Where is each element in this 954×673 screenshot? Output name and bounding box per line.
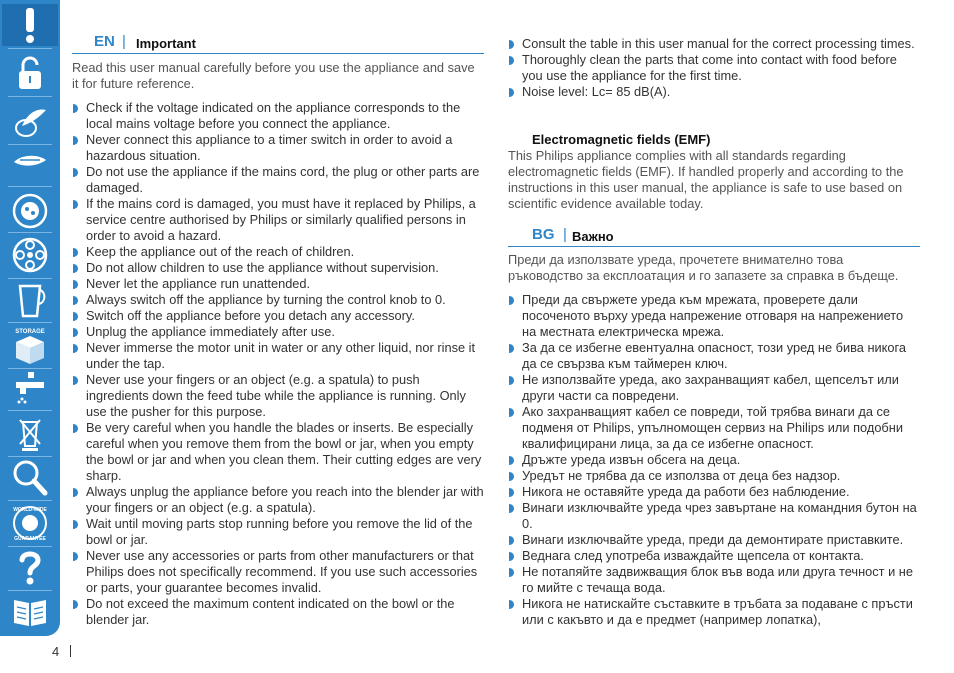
list-item: Always unplug the appliance before you reach into the blender jar with your fingers or an object (e.g. a spatula). <box>72 484 484 516</box>
list-item: Винаги изключвайте уреда, преди да демонтирате приставките. <box>508 532 920 548</box>
en-header-divider: | <box>122 33 126 50</box>
en-intro-text: Read this user manual carefully before you use the appliance and save it for future reference. <box>72 60 475 91</box>
bg-intro-text: Преди да използвате уреда, прочетете внимателно това ръководство за експлоатация и го запазете за справка в бъдеще. <box>508 252 899 283</box>
list-item: Never connect this appliance to a timer switch in order to avoid a hazardous situation. <box>72 132 484 164</box>
question-icon[interactable] <box>2 546 58 588</box>
list-item: Веднага след употреба изваждайте щепсела от контакта. <box>508 548 920 564</box>
tap-icon[interactable] <box>2 366 58 408</box>
list-item: Do not use the appliance if the mains cord, the plug or other parts are damaged. <box>72 164 484 196</box>
grater-disc-icon[interactable] <box>2 190 58 232</box>
en-section-title: Important <box>136 36 196 51</box>
en-section-header <box>72 33 484 54</box>
emf-text: This Philips appliance complies with all standards regarding electromagnetic fields (EMF). If handled properly and according to the instructions in this user manual, the appliance is safe to use based on scientific evidence available today. <box>508 148 904 211</box>
list-item: Check if the voltage indicated on the appliance corresponds to the local mains voltage before you connect the appliance. <box>72 100 484 132</box>
list-item: Не използвайте уреда, ако захранващият кабел, щепселът или други части са повредени. <box>508 372 920 404</box>
bg-section-header <box>508 226 920 247</box>
list-item: За да се избегне евентуална опасност, този уред не бива никога да се свързва към таймерен ключ. <box>508 340 920 372</box>
list-item: If the mains cord is damaged, you must have it replaced by Philips, a service centre authorised by Philips or similarly qualified persons in order to avoid a hazard. <box>72 196 484 244</box>
list-item: Noise level: Lc= 85 dB(A). <box>508 84 920 100</box>
svg-text:WORLD-WIDE: WORLD-WIDE <box>13 507 47 513</box>
svg-text:STORAGE: STORAGE <box>15 329 45 335</box>
magnifier-icon[interactable] <box>2 456 58 498</box>
manual-book-icon[interactable] <box>2 590 58 632</box>
jug-icon[interactable] <box>2 280 58 322</box>
list-item: Keep the appliance out of the reach of children. <box>72 244 484 260</box>
list-item: Thoroughly clean the parts that come into contact with food before you use the appliance for the first time. <box>508 52 920 84</box>
lock-icon[interactable] <box>2 52 58 94</box>
en-warning-list <box>72 100 484 628</box>
svg-text:GUARANTEE: GUARANTEE <box>14 536 46 542</box>
sidebar-icon-strip <box>0 0 60 636</box>
list-item: Never use any accessories or parts from other manufacturers or that Philips does not specifically recommend. If you use such accessories or parts, your guarantee becomes invalid. <box>72 548 484 596</box>
list-item: Винаги изключвайте уреда чрез завъртане на командния бутон на 0. <box>508 500 920 532</box>
bg-warning-list <box>508 292 920 628</box>
guarantee-globe-icon[interactable] <box>2 502 58 544</box>
list-item: Do not exceed the maximum content indicated on the bowl or the blender jar. <box>72 596 484 628</box>
kneading-disc-icon[interactable] <box>2 234 58 276</box>
list-item: Do not allow children to use the appliance without supervision. <box>72 260 484 276</box>
list-item: Wait until moving parts stop running before you remove the lid of the bowl or jar. <box>72 516 484 548</box>
list-item: Consult the table in this user manual for the correct processing times. <box>508 36 920 52</box>
list-item: Switch off the appliance before you detach any accessory. <box>72 308 484 324</box>
disc-icon[interactable] <box>2 140 58 182</box>
list-item: Unplug the appliance immediately after use. <box>72 324 484 340</box>
list-item: Ако захранващият кабел се повреди, той трябва винаги да се подменя от Philips, упълномощен сервиз на Philips или подобни квалифицирани лица, за да се избегне опасност. <box>508 404 920 452</box>
list-item: Never immerse the motor unit in water or any other liquid, nor rinse it under the tap. <box>72 340 484 372</box>
important-icon[interactable] <box>2 4 58 46</box>
list-item: Be very careful when you handle the blades or inserts. Be especially careful when you remove them from the bowl or jar, when you empty the bowl or jar and when you clean them. Their cutting edges are very sharp. <box>72 420 484 484</box>
blade-icon[interactable] <box>2 100 58 142</box>
bg-language-code: BG <box>532 226 555 243</box>
list-item: Уредът не трябва да се използва от деца без надзор. <box>508 468 920 484</box>
bg-section-title: Важно <box>572 229 614 244</box>
disposal-bin-icon[interactable] <box>2 412 58 454</box>
list-item: Никога не оставяйте уреда да работи без наблюдение. <box>508 484 920 500</box>
list-item: Always switch off the appliance by turning the control knob to 0. <box>72 292 484 308</box>
emf-heading: Electromagnetic fields (EMF) <box>532 132 711 147</box>
list-item: Never use your fingers or an object (e.g. a spatula) to push ingredients down the feed tube while the appliance is running. Only use the pusher for this purpose. <box>72 372 484 420</box>
list-item: Дръжте уреда извън обсега на деца. <box>508 452 920 468</box>
list-item: Never let the appliance run unattended. <box>72 276 484 292</box>
list-item: Никога не натискайте съставките в тръбата за подаване с пръсти или с какъвто и да е предмет (например лопатка), <box>508 596 920 628</box>
en-language-code: EN <box>94 33 115 50</box>
page-number: 4 <box>52 644 60 659</box>
en-warning-list-continued <box>508 36 920 100</box>
bg-header-divider: | <box>563 226 567 243</box>
list-item: Не потапяйте задвижващия блок във вода или друга течност и не го мийте с течаща вода. <box>508 564 920 596</box>
list-item: Преди да свържете уреда към мрежата, проверете дали посоченото върху уреда напрежение отговаря на напрежението на местната електрическа мрежа. <box>508 292 920 340</box>
storage-box-icon[interactable] <box>2 324 58 366</box>
page-number-divider <box>70 645 71 657</box>
